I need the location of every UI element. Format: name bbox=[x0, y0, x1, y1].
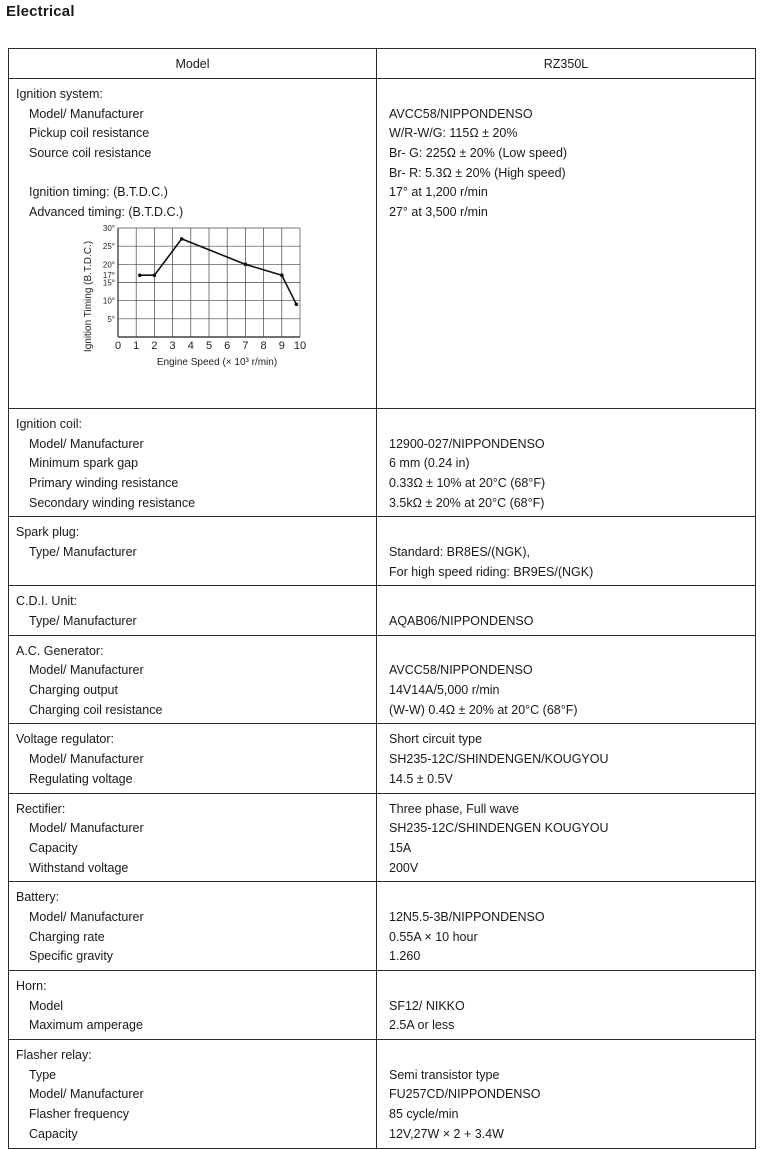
spec-label: Regulating voltage bbox=[29, 771, 133, 786]
spec-label: Model/ Manufacturer bbox=[29, 1087, 144, 1102]
x-tick-label: 7 bbox=[242, 339, 249, 352]
timing-curve-point bbox=[153, 273, 157, 277]
section-title: Rectifier: bbox=[16, 801, 66, 816]
spec-value: W/R-W/G: 115Ω ± 20% bbox=[389, 126, 518, 141]
y-tick-label: 10° bbox=[102, 296, 115, 306]
x-tick-label: 4 bbox=[187, 339, 194, 352]
spec-value: 14.5 ± 0.5V bbox=[389, 771, 453, 786]
spec-value: 1.260 bbox=[389, 949, 421, 964]
section-labels bbox=[9, 586, 377, 635]
section-labels bbox=[9, 882, 377, 971]
spec-value: 12V,27W × 2 + 3.4W bbox=[389, 1126, 504, 1141]
spec-value: For high speed riding: BR9ES/(NGK) bbox=[389, 564, 594, 579]
spec-label: Capacity bbox=[29, 1126, 78, 1141]
section-row bbox=[9, 971, 756, 1040]
spec-value: 2.5A or less bbox=[389, 1018, 455, 1033]
section-labels bbox=[9, 79, 377, 409]
y-tick-label: 15° bbox=[102, 278, 115, 288]
table-header-row bbox=[9, 49, 756, 79]
spec-label: Secondary winding resistance bbox=[29, 495, 196, 510]
x-tick-label: 5 bbox=[205, 339, 213, 352]
section-labels bbox=[9, 971, 377, 1040]
section-labels bbox=[9, 517, 377, 586]
ignition-timing-chart bbox=[9, 223, 377, 405]
section-row bbox=[9, 724, 756, 793]
spec-label: Advanced timing: (B.T.D.C.) bbox=[29, 205, 184, 220]
section-values bbox=[377, 586, 756, 635]
y-tick-label: 17° bbox=[102, 271, 115, 281]
spec-label bbox=[9, 164, 376, 184]
section-values bbox=[377, 517, 756, 586]
spec-value: SF12/ NIKKO bbox=[389, 998, 465, 1013]
spec-table bbox=[8, 48, 756, 1149]
timing-curve-point bbox=[295, 302, 299, 306]
spec-label: Specific gravity bbox=[29, 949, 114, 964]
section-values bbox=[377, 408, 756, 516]
spec-label: Charging coil resistance bbox=[29, 702, 163, 717]
x-tick-label: 8 bbox=[260, 339, 267, 352]
timing-curve-point bbox=[180, 237, 184, 241]
section-labels bbox=[9, 724, 377, 793]
spec-label: Type/ Manufacturer bbox=[29, 614, 137, 628]
spec-value: Br- G: 225Ω ± 20% (Low speed) bbox=[389, 146, 568, 161]
spec-label: Model/ Manufacturer bbox=[29, 436, 144, 451]
spec-label: Charging rate bbox=[29, 929, 105, 944]
spec-label: Source coil resistance bbox=[29, 146, 152, 161]
spec-label: Model/ Manufacturer bbox=[29, 663, 144, 678]
chart-svg bbox=[9, 223, 377, 405]
section-title: Voltage regulator: bbox=[16, 732, 114, 747]
spec-value: 14V14A/5,000 r/min bbox=[389, 683, 500, 698]
spec-label: Maximum amperage bbox=[29, 1018, 143, 1033]
x-tick-label: 0 bbox=[114, 339, 122, 352]
spec-label: Flasher frequency bbox=[29, 1107, 130, 1122]
header-model-value: RZ350L bbox=[377, 49, 756, 79]
section-row bbox=[9, 882, 756, 971]
section-values bbox=[377, 724, 756, 793]
spec-label: Model/ Manufacturer bbox=[29, 909, 144, 924]
section-labels bbox=[9, 1040, 377, 1148]
spacer bbox=[377, 888, 755, 908]
section-values bbox=[377, 882, 756, 971]
spec-label: Type/ Manufacturer bbox=[29, 544, 137, 559]
section-row bbox=[9, 586, 756, 635]
section-title-value: Three phase, Full wave bbox=[389, 801, 519, 816]
section-title: Ignition system: bbox=[16, 87, 103, 101]
section-values bbox=[377, 971, 756, 1040]
spec-label: Model/ Manufacturer bbox=[29, 821, 144, 836]
spec-value: SH235-12C/SHINDENGEN/KOUGYOU bbox=[389, 752, 609, 767]
section-title: Battery: bbox=[16, 890, 60, 905]
spacer bbox=[377, 523, 755, 543]
spec-value: AVCC58/NIPPONDENSO bbox=[389, 106, 533, 121]
x-tick-label: 1 bbox=[133, 339, 140, 352]
spec-value: 17° at 1,200 r/min bbox=[389, 185, 488, 200]
x-axis-label: Engine Speed (× 10³ r/min) bbox=[156, 356, 278, 368]
x-tick-label: 2 bbox=[151, 339, 158, 352]
section-title: Flasher relay: bbox=[16, 1048, 92, 1063]
spec-label: Charging output bbox=[29, 683, 118, 698]
spec-value: 85 cycle/min bbox=[389, 1107, 459, 1122]
spacer bbox=[377, 1046, 755, 1066]
spec-label: Model/ Manufacturer bbox=[29, 106, 144, 121]
spec-label: Withstand voltage bbox=[29, 860, 129, 875]
y-tick-label: 25° bbox=[102, 241, 115, 251]
spacer bbox=[377, 85, 755, 105]
spacer bbox=[377, 592, 755, 612]
section-row bbox=[9, 635, 756, 724]
spec-value: Br- R: 5.3Ω ± 20% (High speed) bbox=[389, 165, 566, 180]
spec-value: SH235-12C/SHINDENGEN KOUGYOU bbox=[389, 821, 609, 836]
x-tick-label: 10 bbox=[293, 339, 307, 352]
spec-label: Model bbox=[29, 998, 64, 1013]
spec-value: Standard: BR8ES/(NGK), bbox=[389, 544, 531, 559]
spec-value: 12900-027/NIPPONDENSO bbox=[389, 436, 545, 451]
header-model-label: Model bbox=[9, 49, 377, 79]
spec-label: Primary winding resistance bbox=[29, 475, 179, 490]
spec-label: Capacity bbox=[29, 840, 78, 855]
spec-value: 12N5.5-3B/NIPPONDENSO bbox=[389, 909, 545, 924]
section-row bbox=[9, 79, 756, 409]
section-title: C.D.I. Unit: bbox=[16, 594, 78, 609]
spacer bbox=[377, 642, 755, 662]
spec-label: Type bbox=[29, 1067, 57, 1082]
timing-curve-point bbox=[138, 273, 142, 277]
y-tick-label: 5° bbox=[107, 314, 115, 324]
spec-value: 3.5kΩ ± 20% at 20°C (68°F) bbox=[389, 495, 545, 510]
spec-value: 0.55A × 10 hour bbox=[389, 929, 478, 944]
spec-value: 27° at 3,500 r/min bbox=[389, 205, 488, 220]
spec-value: AVCC58/NIPPONDENSO bbox=[389, 663, 533, 678]
spec-value: 200V bbox=[389, 860, 419, 875]
section-values bbox=[377, 1040, 756, 1148]
spec-label bbox=[9, 563, 376, 583]
section-title: Ignition coil: bbox=[16, 416, 83, 431]
spec-value: Semi transistor type bbox=[389, 1067, 500, 1082]
y-tick-label: 30° bbox=[102, 223, 115, 233]
spacer bbox=[377, 415, 755, 435]
spec-value: (W-W) 0.4Ω ± 20% at 20°C (68°F) bbox=[389, 702, 578, 717]
section-labels bbox=[9, 793, 377, 882]
section-labels bbox=[9, 635, 377, 724]
section-values bbox=[377, 635, 756, 724]
section-values bbox=[377, 793, 756, 882]
x-tick-label: 6 bbox=[224, 339, 231, 352]
spec-label: Pickup coil resistance bbox=[29, 126, 150, 141]
section-title-value: Short circuit type bbox=[389, 732, 483, 747]
section-title: Spark plug: bbox=[16, 525, 80, 540]
page-title: Electrical bbox=[6, 3, 75, 20]
spec-value: FU257CD/NIPPONDENSO bbox=[389, 1087, 541, 1102]
spec-value: 6 mm (0.24 in) bbox=[389, 456, 470, 471]
y-axis-label: Ignition Timing (B.T.D.C.) bbox=[83, 240, 94, 352]
spec-label: Model/ Manufacturer bbox=[29, 752, 144, 767]
section-values bbox=[377, 79, 756, 409]
section-row bbox=[9, 517, 756, 586]
section-row bbox=[9, 1040, 756, 1148]
spec-label: Minimum spark gap bbox=[29, 456, 139, 471]
y-tick-label: 20° bbox=[102, 260, 115, 270]
x-tick-label: 9 bbox=[278, 339, 285, 352]
timing-curve-line bbox=[140, 239, 297, 304]
spacer bbox=[377, 977, 755, 997]
section-labels bbox=[9, 408, 377, 516]
timing-curve-point bbox=[244, 262, 248, 266]
section-title: Horn: bbox=[16, 979, 47, 993]
spec-value: 0.33Ω ± 10% at 20°C (68°F) bbox=[389, 475, 546, 490]
x-tick-label: 3 bbox=[169, 339, 176, 352]
section-title: A.C. Generator: bbox=[16, 643, 104, 658]
section-row bbox=[9, 408, 756, 516]
spec-label: Ignition timing: (B.T.D.C.) bbox=[29, 185, 168, 200]
section-row bbox=[9, 793, 756, 882]
spec-value: AQAB06/NIPPONDENSO bbox=[389, 614, 534, 628]
spec-value: 15A bbox=[389, 840, 412, 855]
timing-curve-point bbox=[280, 273, 284, 277]
